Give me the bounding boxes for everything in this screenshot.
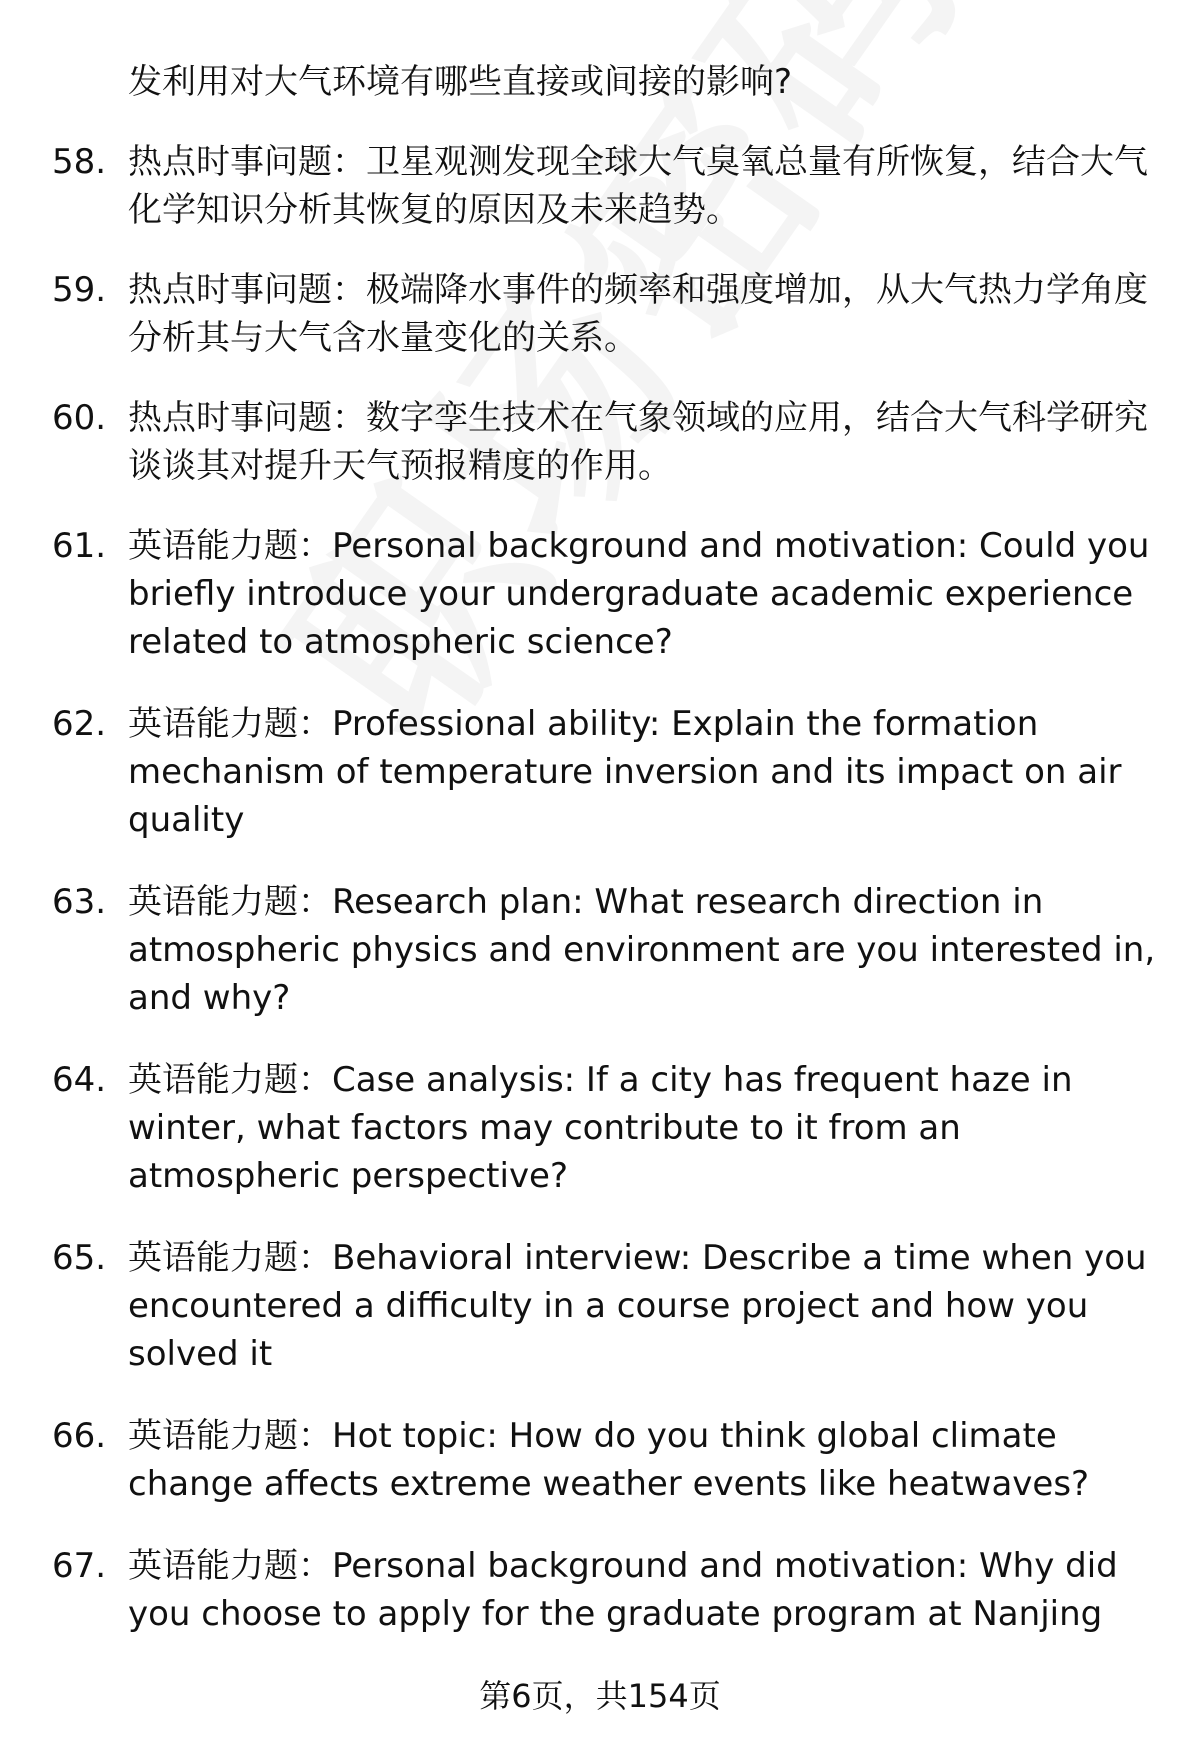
list-item: [0, 522, 1200, 666]
item-number: 63.: [52, 882, 107, 922]
item-text: 英语能力题：Personal background and motivation: Could you briefly introduce your undergraduate academic experience related to atmospheric science?: [128, 526, 1150, 662]
item-text: 英语能力题：Professional ability: Explain the formation mechanism of temperature inversion and its impact on air quality: [128, 704, 1122, 840]
list-item: [0, 878, 1200, 1022]
list-item: [0, 266, 1200, 362]
list-item: [0, 1234, 1200, 1378]
item-text: 热点时事问题：极端降水事件的频率和强度增加，从大气热力学角度分析其与大气含水量变化的关系。: [128, 270, 1148, 358]
item-number: 59.: [52, 270, 107, 310]
item-text: 热点时事问题：数字孪生技术在气象领域的应用，结合大气科学研究谈谈其对提升天气预报精度的作用。: [128, 398, 1148, 486]
item-text: 英语能力题：Case analysis: If a city has frequent haze in winter, what factors may contribute to it from an atmospheric perspective?: [128, 1060, 1073, 1196]
item-text: 热点时事问题：卫星观测发现全球大气臭氧总量有所恢复，结合大气化学知识分析其恢复的原因及未来趋势。: [128, 142, 1148, 230]
continuation-text: 发利用对大气环境有哪些直接或间接的影响?: [128, 62, 793, 102]
list-item: [0, 700, 1200, 844]
item-text: 英语能力题：Personal background and motivation: Why did you choose to apply for the graduate program at Nanjing: [128, 1546, 1118, 1634]
item-number: 66.: [52, 1416, 107, 1456]
item-number: 64.: [52, 1060, 107, 1100]
item-text: 英语能力题：Hot topic: How do you think global climate change affects extreme weather events like heatwaves?: [128, 1416, 1090, 1504]
list-item: [0, 1056, 1200, 1200]
item-number: 60.: [52, 398, 107, 438]
item-text: 英语能力题：Research plan: What research direction in atmospheric physics and environment are you interested in, and why?: [128, 882, 1156, 1018]
page-footer: 第6页，共154页: [479, 1677, 721, 1715]
item-number: 62.: [52, 704, 107, 744]
list-item: [0, 1542, 1200, 1638]
list-item: [0, 1412, 1200, 1508]
item-number: 58.: [52, 142, 107, 182]
item-text: 英语能力题：Behavioral interview: Describe a time when you encountered a difficulty in a course project and how you solved it: [128, 1238, 1147, 1374]
item-number: 61.: [52, 526, 107, 566]
document-body: [0, 58, 1200, 1672]
item-number: 65.: [52, 1238, 107, 1278]
list-item: [0, 394, 1200, 490]
list-item: [0, 138, 1200, 234]
item-number: 67.: [52, 1546, 107, 1586]
